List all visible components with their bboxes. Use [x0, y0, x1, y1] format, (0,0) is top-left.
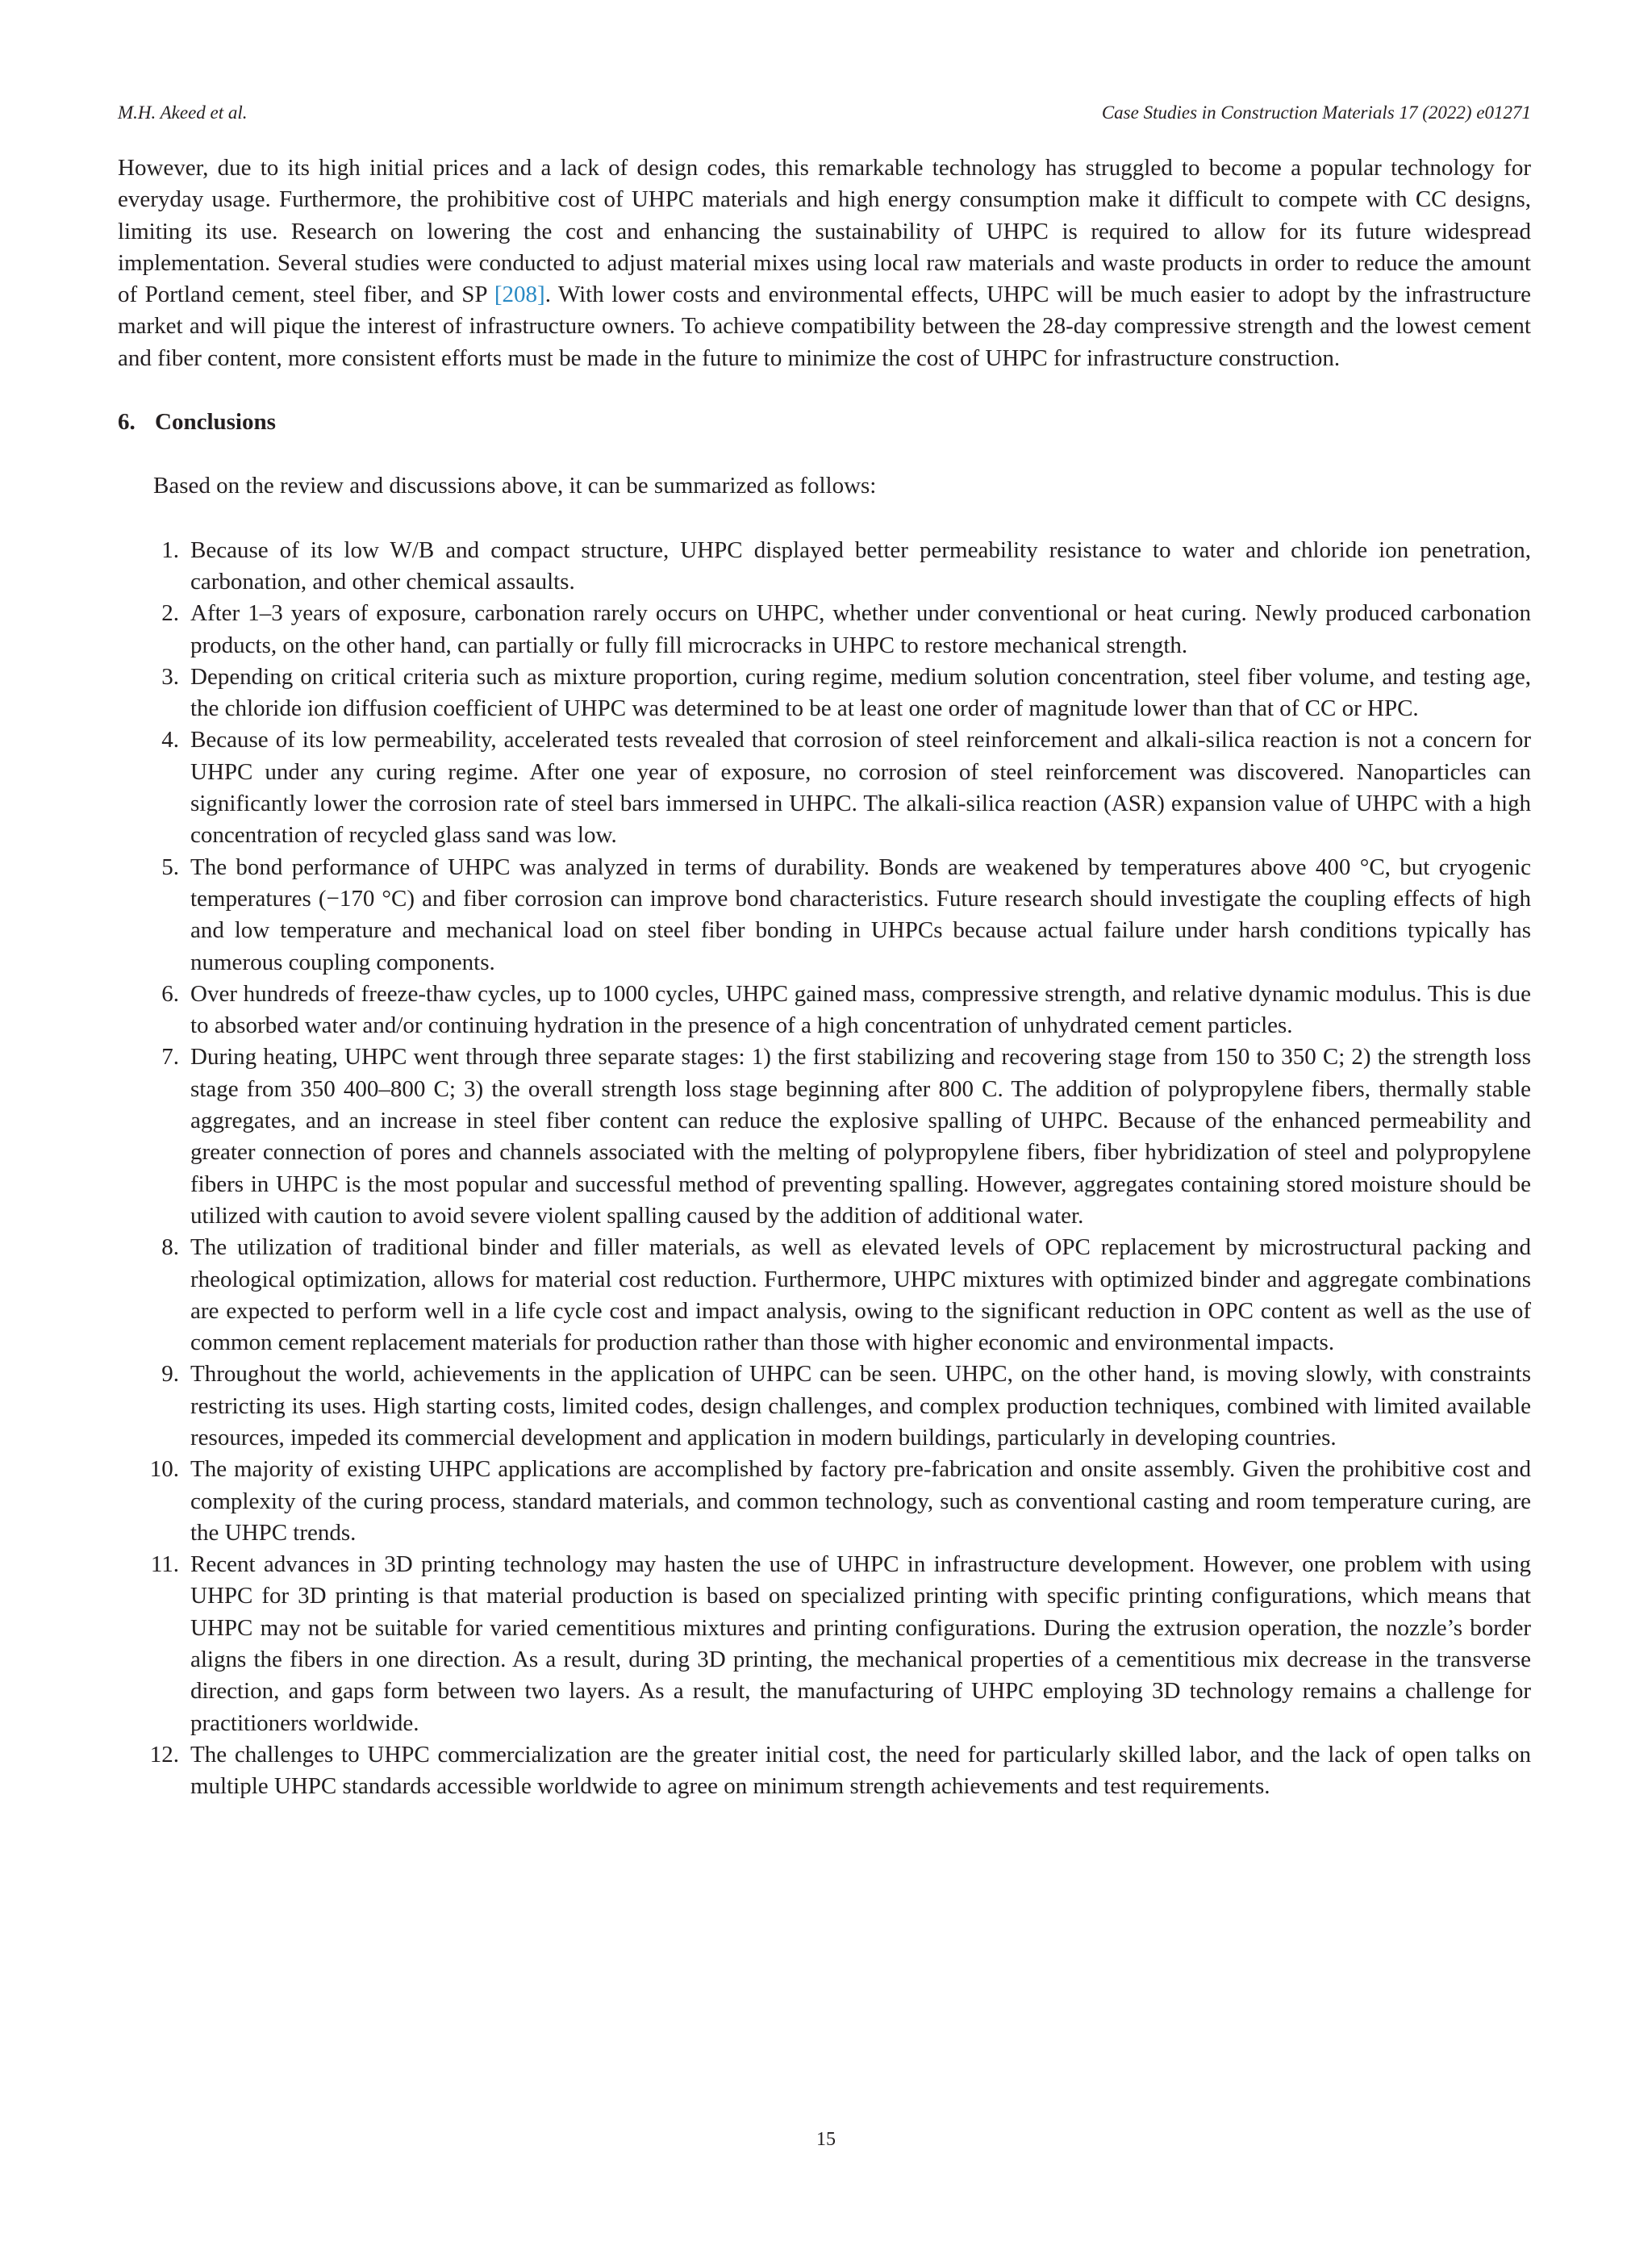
item-text: Throughout the world, achievements in the application of UHPC can be seen. UHPC, on the other hand, is moving slowly, with constraints restricting its uses. High starting costs, limited codes, design challenges, and complex production techniques, combined with limited available resources, impeded its commercial development and application in modern buildings, particularly in developing countries. — [190, 1361, 1531, 1450]
item-number: 9. — [161, 1361, 179, 1388]
conclusion-item — [118, 979, 1531, 1042]
section-title: Conclusions — [155, 409, 276, 436]
conclusion-item — [118, 1454, 1531, 1549]
item-number: 6. — [161, 980, 179, 1007]
conclusion-item — [118, 724, 1531, 851]
section-heading — [118, 407, 1531, 438]
item-number: 4. — [161, 727, 179, 753]
item-text: The majority of existing UHPC applications are accomplished by factory pre-fabrication and onsite assembly. Given the prohibitive cost and complexity of the curing process, standard materials, and common technology, such as conventional casting and room temperature curing, are the UHPC trends. — [190, 1456, 1531, 1546]
section-intro: Based on the review and discussions above, it can be summarized as follows: — [153, 473, 877, 499]
conclusion-item — [118, 1359, 1531, 1454]
intro-text-after-cite: . With lower costs and environmental effects, UHPC will be much easier to adopt by the infrastructure market and will pique the interest of infrastructure owners. To achieve compatibility between the 28-day compressive strength and the lowest cement and fiber content, more consistent efforts must be made in the future to minimize the cost of UHPC for infrastructure construction. — [118, 282, 1532, 371]
intro-paragraph — [118, 152, 1531, 374]
item-number: 11. — [150, 1551, 179, 1578]
item-number: 7. — [161, 1044, 179, 1071]
item-text: The bond performance of UHPC was analyzed in terms of durability. Bonds are weakened by temperatures above 400 °C, but cryogenic temperatures (−170 °C) and fiber corrosion can improve bond characteristics. Future research should investigate the coupling effects of high and low temperature and mechanical load on steel fiber bonding in UHPCs because actual failure under harsh conditions typically has numerous coupling components. — [190, 854, 1531, 975]
item-text: During heating, UHPC went through three separate stages: 1) the first stabilizing and recovering stage from 150 to 350 C; 2) the strength loss stage from 350 400–800 C; 3) the overall strength loss stage beginning after 800 C. The addition of polypropylene fibers, thermally stable aggregates, and an increase in steel fiber content can reduce the explosive spalling of UHPC. Because of the enhanced permeability and greater connection of pores and channels associated with the melting of polypropylene fibers, fiber hybridization of steel and polypropylene fibers in UHPC is the most popular and successful method of preventing spalling. However, aggregates containing stored moisture should be utilized with caution to avoid severe violent spalling caused by the addition of additional water. — [190, 1044, 1531, 1229]
item-text: Because of its low W/B and compact structure, UHPC displayed better permeability resistance to water and chloride ion penetration, carbonation, and other chemical assaults. — [190, 536, 1531, 595]
conclusion-item — [118, 852, 1531, 979]
item-number: 12. — [149, 1741, 179, 1768]
conclusion-item — [118, 598, 1531, 662]
page-number: 15 — [816, 2129, 836, 2150]
conclusion-item — [118, 1041, 1531, 1232]
item-number: 3. — [161, 663, 179, 690]
conclusion-item — [118, 1232, 1531, 1359]
item-number: 5. — [161, 854, 179, 880]
conclusions-list — [118, 535, 1531, 1803]
article-body — [118, 152, 1531, 1803]
item-text: Recent advances in 3D printing technology may hasten the use of UHPC in infrastructure development. However, one problem with using UHPC for 3D printing is that material production is based on specialized printing with specific printing configurations, which means that UHPC may not be suitable for varied cementitious mixtures and printing configurations. During the extrusion operation, the nozzle’s border aligns the fibers in one direction. As a result, during 3D printing, the mechanical properties of a cementitious mix decrease in the transverse direction, and gaps form between two layers. As a result, the manufacturing of UHPC employing 3D technology remains a challenge for practitioners worldwide. — [190, 1551, 1531, 1736]
conclusion-item — [118, 1739, 1531, 1803]
item-text: Because of its low permeability, accelerated tests revealed that corrosion of steel reinforcement and alkali-silica reaction is not a concern for UHPC under any curing regime. After one year of exposure, no corrosion of steel reinforcement was discovered. Nanoparticles can significantly lower the corrosion rate of steel bars immersed in UHPC. The alkali-silica reaction (ASR) expansion value of UHPC with a high concentration of recycled glass sand was low. — [190, 727, 1531, 849]
item-text: Depending on critical criteria such as mixture proportion, curing regime, medium solution concentration, steel fiber volume, and testing age, the chloride ion diffusion coefficient of UHPC was determined to be at least one order of magnitude lower than that of CC or HPC. — [190, 663, 1531, 722]
item-text: After 1–3 years of exposure, carbonation rarely occurs on UHPC, whether under conventional or heat curing. Newly produced carbonation products, on the other hand, can partially or fully fill microcracks in UHPC to restore mechanical strength. — [190, 600, 1531, 658]
conclusion-item — [118, 1549, 1531, 1739]
item-number: 2. — [161, 600, 179, 627]
header-journal: Case Studies in Construction Materials 17 (2022) e01271 — [1101, 102, 1531, 123]
intro-text-before-cite: However, due to its high initial prices and a lack of design codes, this remarkable technology has struggled to become a popular technology for everyday usage. Furthermore, the prohibitive cost of UHPC materials and high energy consumption make it difficult to compete with CC designs, limiting its use. Research on lowering the cost and enhancing the sustainability of UHPC is required to allow for its future widespread implementation. Several studies were conducted to adjust material mixes using local raw materials and waste products in order to reduce the amount of Portland cement, steel fiber, and SP — [118, 155, 1531, 308]
section-number: 6. — [118, 409, 136, 436]
item-number: 1. — [161, 536, 179, 563]
citation-link[interactable]: [208] — [494, 282, 545, 308]
conclusion-item — [118, 535, 1531, 599]
header-authors: M.H. Akeed et al. — [118, 102, 248, 123]
item-number: 8. — [161, 1234, 179, 1261]
item-text: The utilization of traditional binder and filler materials, as well as elevated levels of OPC replacement by microstructural packing and rheological optimization, allows for material cost reduction. Furthermore, UHPC mixtures with optimized binder and aggregate combinations are expected to perform well in a life cycle cost and impact analysis, owing to the significant reduction in OPC content as well as the use of common cement replacement materials for production rather than those with higher economic and environmental impacts. — [190, 1234, 1531, 1356]
conclusion-item — [118, 662, 1531, 725]
item-text: Over hundreds of freeze-thaw cycles, up to 1000 cycles, UHPC gained mass, compressive strength, and relative dynamic modulus. This is due to absorbed water and/or continuing hydration in the presence of a high concentration of unhydrated cement particles. — [190, 980, 1531, 1039]
item-text: The challenges to UHPC commercialization are the greater initial cost, the need for particularly skilled labor, and the lack of open talks on multiple UHPC standards accessible worldwide to agree on minimum strength achievements and test requirements. — [190, 1741, 1531, 1800]
item-number: 10. — [149, 1456, 179, 1483]
running-header — [118, 98, 1531, 127]
